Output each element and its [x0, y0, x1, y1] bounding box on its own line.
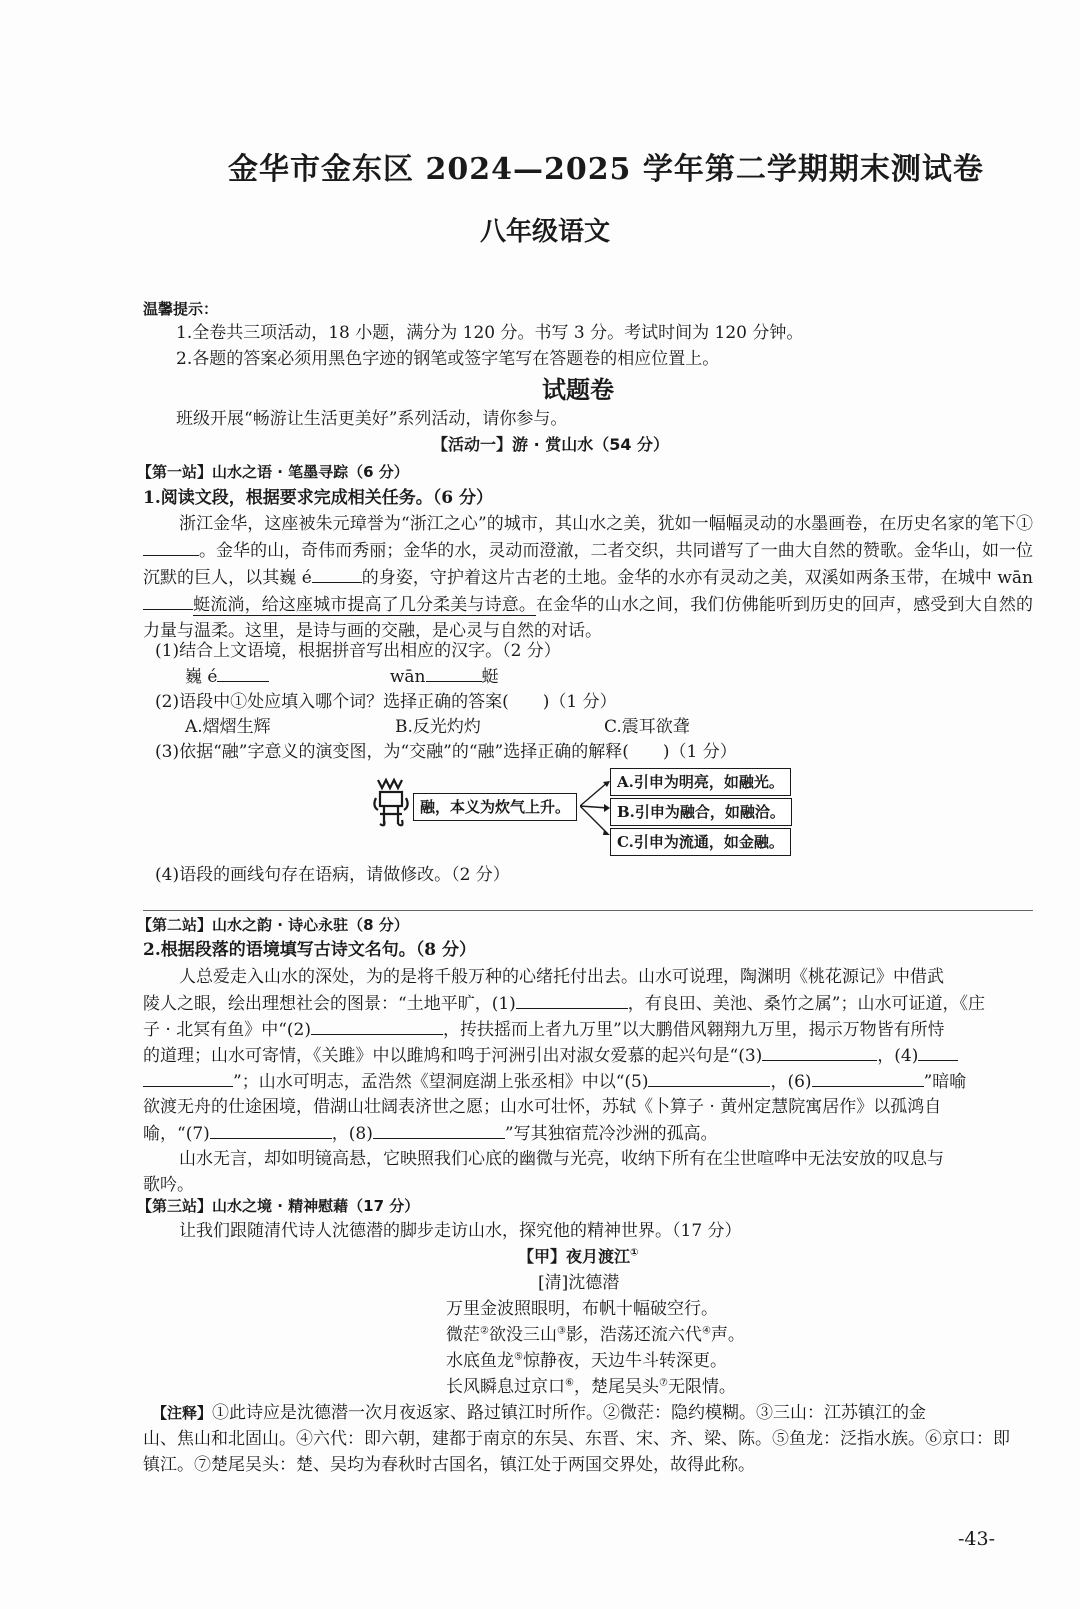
- poem-fill-line-3: [143, 1016, 945, 1043]
- pinyin-e: 巍 é: [185, 667, 218, 687]
- blank-q6: [812, 1068, 924, 1087]
- station-one-heading: 【第一站】山水之语 · 笔墨寻踪（6 分）: [137, 463, 409, 481]
- exam-title: 金华市金东区 2024—2025 学年第二学期期末测试卷: [228, 152, 984, 187]
- option-c: C.震耳欲聋: [604, 717, 690, 737]
- diagram-option-c: C.引申为流通，如金融。: [610, 828, 791, 856]
- blank-q7: [210, 1120, 332, 1139]
- blank-q1: [516, 990, 628, 1009]
- line-3-text-b: ，抟扶摇而上者九万里”以大鹏借风翱翔九万里，揭示万物皆有所恃: [442, 1020, 945, 1040]
- sub-question-4: (4)语段的画线句存在语病，请做修改。（2 分）: [155, 865, 510, 885]
- poem-fill-line-4: [143, 1042, 958, 1069]
- exam-subtitle: 八年级语文: [480, 217, 611, 247]
- poem-line-4-b: ，楚尾吴头: [573, 1377, 659, 1397]
- note-mark-5: ⑤: [514, 1351, 523, 1363]
- poem-fill-line-5: [143, 1068, 966, 1095]
- line-7-text-b: ，(8): [331, 1124, 373, 1144]
- underlined-sentence: 蜓流淌，给这座城市提高了几分柔美与诗意。: [193, 595, 536, 615]
- poem-line-1-text: 万里金波照眼明，布帆十幅破空行。: [446, 1299, 718, 1319]
- answer-blank-e: [217, 663, 269, 682]
- note-mark-4: ④: [701, 1325, 711, 1337]
- question-2: 2.根据段落的语境填写古诗文名句。（8 分）: [143, 940, 476, 960]
- blank-q8: [373, 1120, 505, 1139]
- poem-title-note: ①: [630, 1247, 639, 1259]
- diagram-arrows: [580, 772, 614, 842]
- section-title: 试题卷: [542, 375, 614, 404]
- sub-question-3: (3)依据“融”字意义的演变图，为“交融”的“融”选择正确的解释( )（1 分）: [155, 742, 737, 762]
- passage-1: [143, 511, 1033, 644]
- poem-line-4-c: 无限情。: [667, 1377, 736, 1397]
- pinyin-row: [185, 663, 499, 690]
- blank-wan: [143, 591, 193, 610]
- line-3-text-a: 子 · 北冥有鱼》中“(2): [143, 1020, 311, 1040]
- tips-label: 温馨提示：: [143, 300, 219, 318]
- section-divider: [143, 910, 1033, 911]
- dotted-char-rong: 融: [398, 621, 415, 641]
- note-mark-2: ②: [480, 1325, 489, 1337]
- line-7-text-c: ”写其独宿荒冷沙洲的孤高。: [504, 1124, 718, 1144]
- line-4-text-a: 的道理；山水可寄情，《关雎》中以雎鸠和鸣于河洲引出对淑女爱慕的起兴句是“(3): [143, 1046, 763, 1066]
- ancient-rong-glyph-icon: [372, 776, 410, 830]
- station-three-heading: 【第三站】山水之境 · 精神慰藉（17 分）: [137, 1197, 420, 1215]
- poem-line-2-a: 微茫: [446, 1325, 480, 1345]
- pinyin-wan-char: 蜓: [481, 667, 499, 687]
- notes-label: 【注释】: [152, 1404, 213, 1422]
- blank-e: [312, 564, 362, 583]
- notes-line-3: 镇江。⑦楚尾吴头：楚、吴均为春秋时古国名，镇江处于两国交界处，故得此称。: [143, 1455, 755, 1475]
- note-mark-6: ⑥: [565, 1377, 574, 1389]
- notes-text-1: ①此诗应是沈德潜一次月夜返家、路过镇江时所作。②微茫：隐约模糊。③三山：江苏镇江的金: [212, 1403, 927, 1423]
- sub-question-2: (2)语段中①处应填入哪个词？选择正确的答案( )（1 分）: [155, 692, 617, 712]
- blank-q4-start: [918, 1042, 958, 1061]
- poem-fill-line-1: 人总爱走入山水的深处，为的是将千般万种的心绪托付出去。山水可说理，陶渊明《桃花源记》中借武: [179, 967, 944, 987]
- poem-line-2-d: 声。: [710, 1325, 745, 1345]
- notes-line-1: [152, 1400, 926, 1426]
- blank-q4-end: [143, 1068, 233, 1087]
- option-a: A.熠熠生辉: [185, 717, 271, 737]
- line-4-text-b: ，(4): [877, 1046, 919, 1066]
- diagram-option-b: B.引申为融合，如融洽。: [610, 798, 792, 826]
- line-5-text-a: ”；山水可明志，孟浩然《望洞庭湖上张丞相》中以“(5): [233, 1072, 649, 1092]
- poem-fill-line-7: [143, 1120, 718, 1147]
- passage-1-text-e: 在金华的山水之间，我们仿佛能听到历史的回声，感受到大自然的力量与温柔。这里，是诗与画的交: [143, 595, 1033, 641]
- passage-1-text-b: 。金华的山，奇伟而秀丽；金华的水，灵动而澄澈，二者交织，共同谱写了一曲大自然的赞歌。金华山，如一位沉默的巨人，以其巍 é: [143, 541, 1033, 588]
- notes-line-2: 山、焦山和北固山。④六代：即六朝，建都于南京的东吴、东晋、宋、齐、梁、陈。⑤鱼龙：泛指水族。⑥京口：即: [143, 1429, 1010, 1449]
- diagram-center-box: 融，本义为炊气上升。: [413, 793, 577, 821]
- passage-1-text-g: ，是心灵与自然的对话。: [415, 621, 602, 641]
- poem-fill-line-6: 欲渡无舟的仕途困境，借湖山壮阔表济世之愿；山水可壮怀，苏轼《卜算子 · 黄州定慧院寓居作》以孤鸿自: [143, 1097, 942, 1117]
- activity-intro: 班级开展“畅游让生活更美好”系列活动，请你参与。: [176, 409, 568, 429]
- poem-line-2-c: 影，浩荡还流六代: [565, 1325, 702, 1345]
- answer-blank-wan: [426, 663, 482, 682]
- diagram-option-a: A.引申为明亮，如融光。: [610, 768, 791, 796]
- passage-1-text-c: 的身姿，守护着这片古老的土地。金华的水亦有灵动之美，双溪如两条玉带，在城中 wān: [361, 568, 1034, 588]
- activity-one-heading: 【活动一】游 · 赏山水（54 分）: [432, 435, 670, 454]
- poem-fill-line-2: [143, 990, 985, 1017]
- poem-fill-line-8: 山水无言，却如明镜高悬，它映照我们心底的幽微与光亮，收纳下所有在尘世喧哗中无法安放的叹息与: [179, 1149, 944, 1169]
- poem-line-1: [446, 1296, 718, 1322]
- poem-title: [518, 1244, 638, 1270]
- poem-line-3-a: 水底鱼龙: [446, 1351, 514, 1371]
- pinyin-wan: wān: [389, 667, 426, 687]
- poem-title-text: 【甲】夜月渡江: [518, 1247, 631, 1266]
- poem-line-3-b: 惊静夜，天边牛斗转深更。: [522, 1351, 727, 1371]
- blank-q2: [311, 1016, 443, 1035]
- tip-item-1: 1.全卷共三项活动，18 小题，满分为 120 分。书写 3 分。考试时间为 120 分钟。: [176, 323, 804, 343]
- note-mark-3: ③: [556, 1325, 566, 1337]
- station-three-intro: 让我们跟随清代诗人沈德潜的脚步走访山水，探究他的精神世界。（17 分）: [179, 1221, 742, 1241]
- poem-line-4: [446, 1374, 736, 1400]
- line-2-text-b: ，有良田、美池、桑竹之属”；山水可证道，《庄: [627, 994, 985, 1014]
- line-7-text-a: 喻，“(7): [143, 1124, 210, 1144]
- poem-fill-line-9: 歌吟。: [143, 1175, 194, 1195]
- line-5-text-b: ，(6): [770, 1072, 812, 1092]
- poem-author: [清]沈德潜: [538, 1273, 620, 1293]
- line-2-text-a: 陵人之眼，绘出理想社会的图景：“土地平旷，(1): [143, 994, 516, 1014]
- blank-q5: [648, 1068, 770, 1087]
- note-mark-7: ⑦: [658, 1377, 668, 1389]
- passage-1-text-a: 浙江金华，这座被朱元璋誉为“浙江之心”的城市，其山水之美，犹如一幅幅灵动的水墨画卷，在历史名家的笔下①: [179, 514, 1033, 534]
- poem-line-3: [446, 1348, 727, 1374]
- blank-q3: [762, 1042, 877, 1061]
- line-5-text-c: ”暗喻: [923, 1072, 967, 1092]
- poem-line-2-b: 欲没三山: [488, 1325, 557, 1345]
- option-b: B.反光灼灼: [395, 717, 481, 737]
- poem-line-4-a: 长风瞬息过京口: [446, 1377, 565, 1397]
- page-number: -43-: [958, 1528, 996, 1550]
- tip-item-2: 2.各题的答案必须用黑色字迹的钢笔或签字笔写在答题卷的相应位置上。: [176, 349, 720, 369]
- blank-1: [143, 537, 199, 556]
- poem-line-2: [446, 1322, 745, 1348]
- sub-question-1: (1)结合上文语境，根据拼音写出相应的汉字。（2 分）: [155, 641, 561, 661]
- question-1: 1.阅读文段，根据要求完成相关任务。（6 分）: [143, 488, 493, 508]
- station-two-heading: 【第二站】山水之韵 · 诗心永驻（8 分）: [137, 916, 409, 934]
